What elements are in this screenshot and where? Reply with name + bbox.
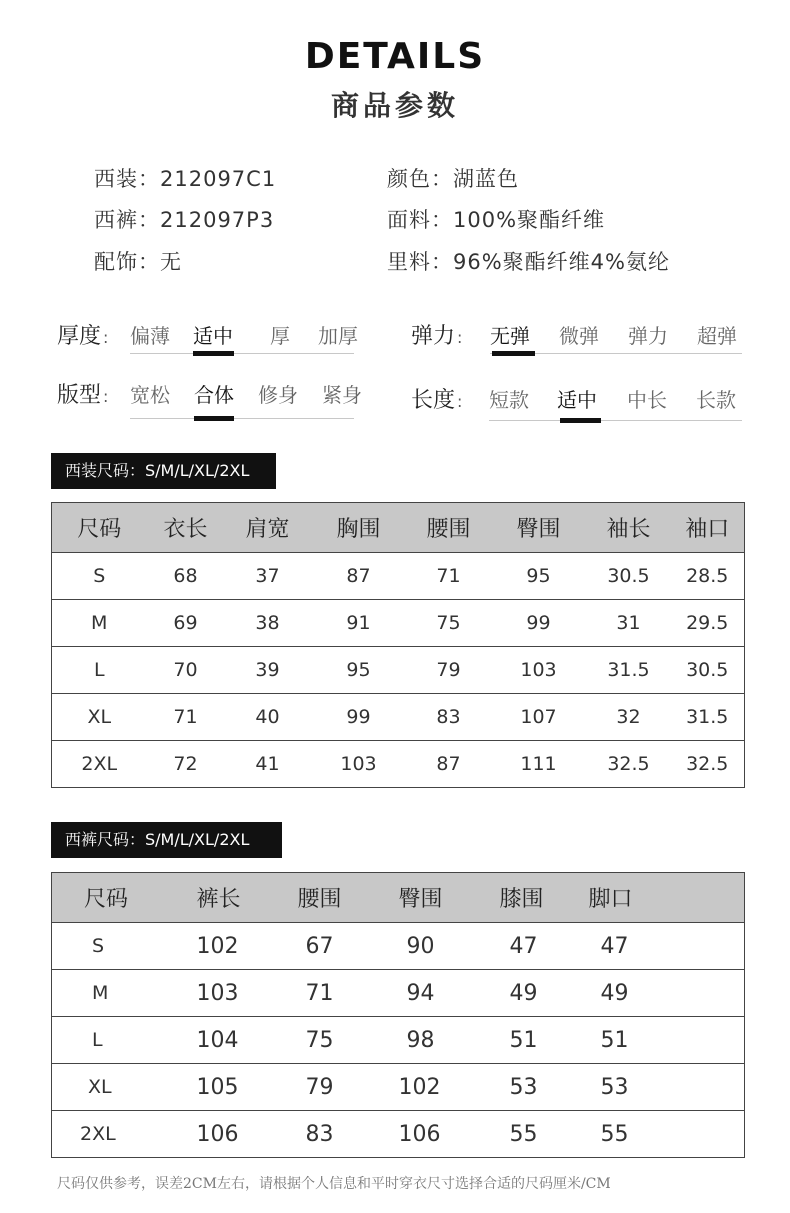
table-cell: 67: [298, 923, 399, 970]
table-cell: 98: [399, 1017, 500, 1064]
table-cell: XL: [52, 694, 147, 741]
table-cell: 79: [298, 1064, 399, 1111]
table-cell: 99: [491, 600, 587, 647]
length-option: 中长: [627, 388, 667, 412]
table-cell: 30.5: [587, 553, 671, 600]
table-cell: 47: [500, 923, 589, 970]
table-cell: 53: [500, 1064, 589, 1111]
table-cell: 107: [491, 694, 587, 741]
elasticity-option: 超弹: [697, 324, 737, 348]
table-cell: M: [52, 600, 147, 647]
table-cell: S: [52, 923, 197, 970]
table-cell: M: [52, 970, 197, 1017]
table-row: [52, 970, 745, 1017]
col-header: 衣长: [147, 503, 225, 553]
table-cell: 30.5: [671, 647, 745, 694]
table-cell: 79: [407, 647, 491, 694]
table-cell: 111: [491, 741, 587, 788]
table-cell: 32: [587, 694, 671, 741]
length-option-selected: 适中: [557, 388, 597, 412]
table-cell: 40: [225, 694, 311, 741]
thickness-selected-marker: [193, 351, 234, 356]
table-cell: 102: [197, 923, 298, 970]
col-header: 臀围: [491, 503, 587, 553]
col-header: 袖长: [587, 503, 671, 553]
thickness-option-selected: 适中: [193, 324, 233, 348]
table-cell: 90: [399, 923, 500, 970]
col-header: 臀围: [399, 873, 500, 923]
col-header: 裤长: [197, 873, 298, 923]
table-cell: 29.5: [671, 600, 745, 647]
table-cell: 32.5: [587, 741, 671, 788]
col-header: 腰围: [298, 873, 399, 923]
fit-selected-marker: [194, 416, 234, 421]
elasticity-option: 弹力: [628, 324, 668, 348]
pants-size-table: [51, 872, 745, 1158]
col-header: 脚口: [589, 873, 745, 923]
page-subtitle: 商品参数: [330, 89, 459, 122]
table-cell: 83: [298, 1111, 399, 1158]
table-cell: 102: [399, 1064, 500, 1111]
info-jacket-code: 西装：212097C1: [94, 167, 277, 191]
table-cell: L: [52, 647, 147, 694]
table-cell: 71: [147, 694, 225, 741]
table-cell: 104: [197, 1017, 298, 1064]
fit-option: 紧身: [322, 383, 362, 407]
fit-option: 宽松: [130, 383, 170, 407]
table-cell: 38: [225, 600, 311, 647]
table-cell: 83: [407, 694, 491, 741]
info-accessories: 配饰：无: [94, 250, 182, 274]
table-cell: L: [52, 1017, 197, 1064]
table-cell: 32.5: [671, 741, 745, 788]
thickness-option: 偏薄: [130, 324, 170, 348]
table-cell: 103: [197, 970, 298, 1017]
table-cell: 103: [311, 741, 407, 788]
table-cell: 105: [197, 1064, 298, 1111]
jacket-size-badge: 西装尺码：S/M/L/XL/2XL: [51, 453, 276, 489]
table-cell: 72: [147, 741, 225, 788]
table-cell: 31.5: [671, 694, 745, 741]
page-title: DETAILS: [304, 36, 486, 77]
info-color: 颜色：湖蓝色: [387, 167, 519, 191]
table-row: [52, 741, 745, 788]
table-cell: 2XL: [52, 741, 147, 788]
table-header-row: [52, 873, 745, 923]
table-cell: 28.5: [671, 553, 745, 600]
table-cell: 2XL: [52, 1111, 197, 1158]
table-row: [52, 600, 745, 647]
thickness-scale-line: [130, 353, 354, 354]
table-cell: 39: [225, 647, 311, 694]
table-cell: 87: [311, 553, 407, 600]
table-cell: 41: [225, 741, 311, 788]
table-cell: 47: [589, 923, 745, 970]
table-cell: 71: [298, 970, 399, 1017]
table-cell: 70: [147, 647, 225, 694]
table-header-row: [52, 503, 745, 553]
table-cell: S: [52, 553, 147, 600]
length-scale-line: [489, 420, 742, 421]
attr-elasticity-label: 弹力 :: [411, 324, 463, 349]
table-cell: 106: [197, 1111, 298, 1158]
thickness-option: 加厚: [318, 324, 358, 348]
size-disclaimer: 尺码仅供参考，误差2CM左右，请根据个人信息和平时穿衣尺寸选择合适的尺码厘米/CM: [57, 1176, 611, 1192]
table-cell: 31: [587, 600, 671, 647]
table-row: [52, 1064, 745, 1111]
table-row: [52, 923, 745, 970]
table-cell: 68: [147, 553, 225, 600]
table-cell: 31.5: [587, 647, 671, 694]
table-cell: 51: [500, 1017, 589, 1064]
fit-scale-line: [130, 418, 354, 419]
fit-option-selected: 合体: [194, 383, 234, 407]
fit-option: 修身: [258, 383, 298, 407]
col-header: 尺码: [52, 873, 197, 923]
table-cell: 75: [407, 600, 491, 647]
info-lining: 里料：96%聚酯纤维4%氨纶: [387, 250, 670, 274]
col-header: 尺码: [52, 503, 147, 553]
table-cell: 94: [399, 970, 500, 1017]
table-row: [52, 647, 745, 694]
table-row: [52, 694, 745, 741]
table-cell: 69: [147, 600, 225, 647]
table-cell: 95: [311, 647, 407, 694]
table-cell: 106: [399, 1111, 500, 1158]
attr-thickness-label: 厚度 :: [57, 324, 109, 349]
table-row: [52, 553, 745, 600]
table-cell: 55: [500, 1111, 589, 1158]
table-cell: 99: [311, 694, 407, 741]
pants-size-badge: 西裤尺码：S/M/L/XL/2XL: [51, 822, 282, 858]
col-header: 肩宽: [225, 503, 311, 553]
info-pants-code: 西裤：212097P3: [94, 208, 275, 232]
table-cell: 91: [311, 600, 407, 647]
table-cell: 71: [407, 553, 491, 600]
col-header: 胸围: [311, 503, 407, 553]
col-header: 袖口: [671, 503, 745, 553]
length-selected-marker: [560, 418, 601, 423]
length-option: 长款: [696, 388, 736, 412]
table-cell: 51: [589, 1017, 745, 1064]
elasticity-selected-marker: [492, 351, 535, 356]
table-cell: 49: [500, 970, 589, 1017]
col-header: 膝围: [500, 873, 589, 923]
table-cell: 103: [491, 647, 587, 694]
attr-fit-label: 版型 :: [57, 383, 109, 408]
attr-length-label: 长度 :: [411, 388, 463, 413]
table-cell: 37: [225, 553, 311, 600]
length-option: 短款: [489, 388, 529, 412]
table-cell: 95: [491, 553, 587, 600]
table-cell: 53: [589, 1064, 745, 1111]
table-cell: 55: [589, 1111, 745, 1158]
table-cell: XL: [52, 1064, 197, 1111]
thickness-option: 厚: [270, 324, 290, 348]
table-cell: 87: [407, 741, 491, 788]
table-row: [52, 1017, 745, 1064]
table-cell: 75: [298, 1017, 399, 1064]
info-fabric: 面料：100%聚酯纤维: [387, 208, 606, 232]
elasticity-option: 微弹: [559, 324, 599, 348]
table-row: [52, 1111, 745, 1158]
col-header: 腰围: [407, 503, 491, 553]
elasticity-option-selected: 无弹: [490, 324, 530, 348]
table-cell: 49: [589, 970, 745, 1017]
jacket-size-table: [51, 502, 745, 788]
